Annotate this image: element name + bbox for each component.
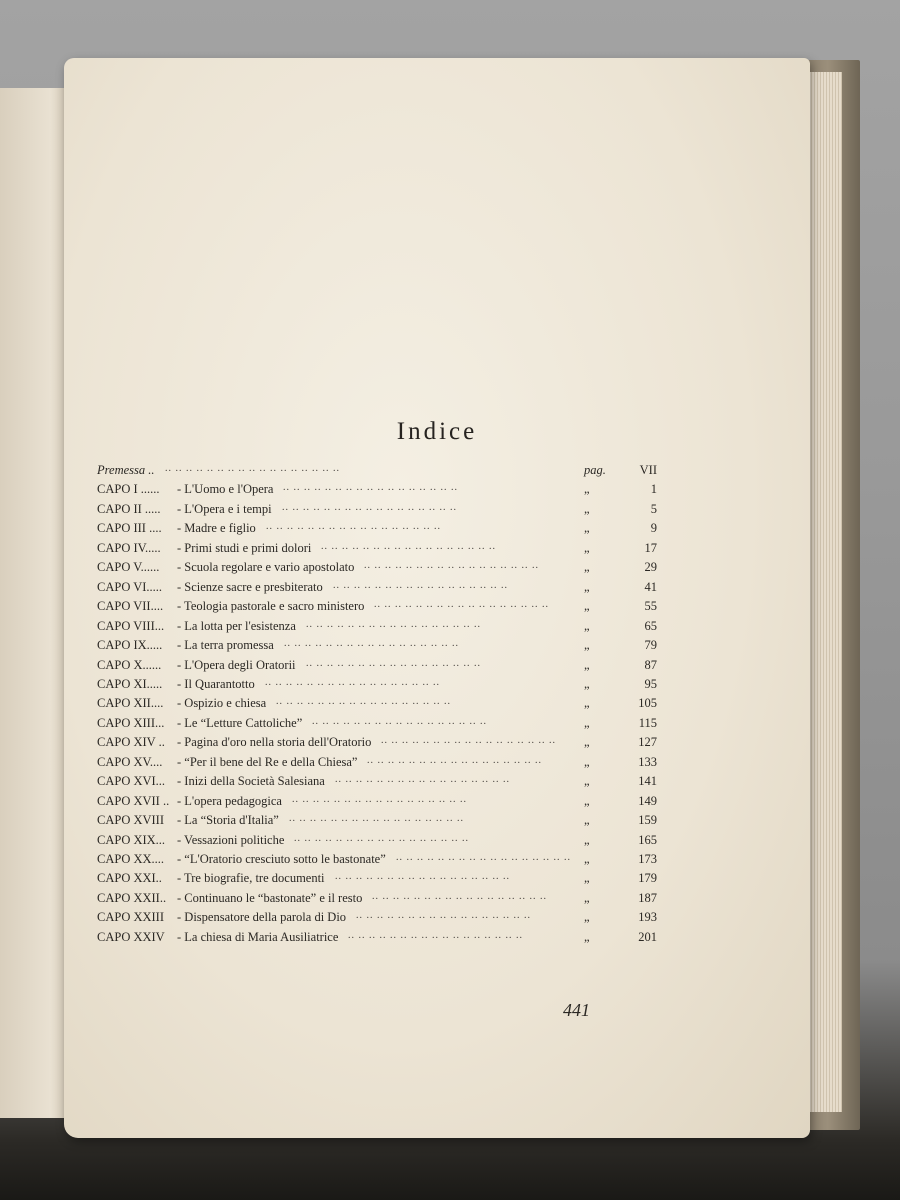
toc-title: - Tre biografie, tre documenti [177,871,325,886]
toc-title: - L'Opera degli Oratorii [177,657,296,672]
toc-chapter: CAPO XIII... [97,715,165,730]
toc-page-mark: „ [584,638,590,653]
toc-leader: .. .. .. .. .. .. .. .. .. .. .. .. .. .. .. .. .. [356,910,531,922]
toc-page-number: 55 [644,599,657,614]
toc-title: - Ospizio e chiesa [177,696,267,711]
toc-page-mark: „ [584,560,590,575]
toc-title: - La lotta per l'esistenza [177,618,296,633]
toc-page-mark: „ [584,890,590,905]
toc-page-mark: „ [584,871,590,886]
toc-entry [97,502,657,521]
toc-page-mark: „ [584,521,590,536]
toc-chapter: CAPO I ...... [97,482,160,497]
toc-title: - La terra promessa [177,638,274,653]
toc-page-mark: „ [584,696,590,711]
toc-leader: .. .. .. .. .. .. .. .. .. .. .. .. .. .. .. .. .. [333,579,508,591]
toc-page-number: 9 [650,521,657,536]
toc-leader: .. .. .. .. .. .. .. .. .. .. .. .. .. .. .. .. .. [374,599,549,611]
left-page [0,88,72,1118]
toc-page-mark: „ [584,852,590,866]
toc-leader: .. .. .. .. .. .. .. .. .. .. .. .. .. .. .. .. .. [165,463,340,474]
toc-page-mark: „ [584,774,590,789]
toc-leader: .. .. .. .. .. .. .. .. .. .. .. .. .. .. .. .. .. [364,560,539,572]
toc-leader: .. .. .. .. .. .. .. .. .. .. .. .. .. .. .. .. .. [289,813,464,825]
toc-chapter: CAPO VIII... [97,618,165,633]
toc-chapter: CAPO IX..... [97,638,163,653]
toc-page-number: 115 [638,715,657,730]
toc-chapter: CAPO XVIII [97,813,165,828]
toc-chapter: CAPO II ..... [97,501,161,516]
toc-leader: .. .. .. .. .. .. .. .. .. .. .. .. .. .. .. .. .. [306,657,481,669]
toc-title: - Vessazioni politiche [177,832,285,847]
toc-entry [97,482,657,501]
toc-page-number: 201 [638,929,657,944]
toc-entry [97,910,657,929]
toc-entry [97,580,657,599]
toc-entry [97,774,657,793]
toc-entry [97,677,657,696]
toc-entry [97,755,657,774]
toc-leader: .. .. .. .. .. .. .. .. .. .. .. .. .. .. .. .. .. [294,832,469,844]
toc-page-number: 159 [638,813,657,828]
toc-entry [97,560,657,579]
toc-page-mark: „ [584,501,590,516]
toc-entry [97,833,657,852]
toc-entry [97,891,657,910]
toc-entry [97,813,657,832]
toc-page-mark: „ [584,813,590,828]
toc-entry [97,619,657,638]
toc-page-number: 41 [644,579,657,594]
toc-page-mark: „ [584,910,590,925]
toc-entry [97,930,657,949]
toc-page-mark: „ [584,832,590,847]
toc-page-number: 127 [638,735,657,750]
toc-leader: .. .. .. .. .. .. .. .. .. .. .. .. .. .. .. .. .. [396,852,571,863]
toc-page-number: 165 [638,832,657,847]
toc-chapter: CAPO XXII.. [97,890,167,905]
toc-page-mark: „ [584,754,590,769]
toc-leader: .. .. .. .. .. .. .. .. .. .. .. .. .. .. .. .. .. [283,482,458,494]
toc-chapter: CAPO XVII .. [97,793,170,808]
toc-page-number: 187 [638,890,657,905]
toc-leader: .. .. .. .. .. .. .. .. .. .. .. .. .. .. .. .. .. [282,501,457,513]
toc-entry [97,794,657,813]
toc-leader: .. .. .. .. .. .. .. .. .. .. .. .. .. .. .. .. .. [292,793,467,805]
toc-entry [97,658,657,677]
toc-title: - Primi studi e primi dolori [177,540,312,555]
toc-page-number: 173 [638,852,657,866]
toc-page-mark: „ [584,579,590,594]
toc-title: - “Per il bene del Re e della Chiesa” [177,754,358,769]
toc-chapter: CAPO XXIII [97,910,165,925]
toc-page-number: 105 [638,696,657,711]
toc-entry [97,638,657,657]
toc-page-mark: „ [584,715,590,730]
toc-title: - Madre e figlio [177,521,256,536]
toc-page-number: 141 [638,774,657,789]
toc-page-number: 65 [644,618,657,633]
toc-leader: .. .. .. .. .. .. .. .. .. .. .. .. .. .. .. .. .. [284,638,459,650]
toc-leader: .. .. .. .. .. .. .. .. .. .. .. .. .. .. .. .. .. [312,715,487,727]
book-page [64,58,810,1138]
toc-entry [97,716,657,735]
toc-title: - Pagina d'oro nella storia dell'Oratorio [177,735,372,750]
toc-entry [97,852,657,871]
toc-title: - Il Quarantotto [177,676,255,691]
toc-page-number: 1 [650,482,657,497]
toc-title: - L'Uomo e l'Opera [177,482,274,497]
toc-leader: .. .. .. .. .. .. .. .. .. .. .. .. .. .. .. .. .. [335,871,510,883]
toc-page-number: 193 [638,910,657,925]
toc-title: - Continuano le “bastonate” e il resto [177,890,363,905]
toc-title: - Inizi della Società Salesiana [177,774,325,789]
toc-leader: .. .. .. .. .. .. .. .. .. .. .. .. .. .. .. .. .. [381,735,556,747]
toc-chapter: CAPO V...... [97,560,160,575]
page-title: Indice [396,418,478,445]
toc-entry [97,541,657,560]
toc-entry [97,871,657,890]
toc-chapter: CAPO XX.... [97,852,165,866]
toc-chapter: CAPO XIX... [97,832,166,847]
toc-page-mark: „ [584,482,590,497]
toc-page-mark: „ [584,793,590,808]
toc-chapter: Premessa .. [97,463,155,477]
toc-page-mark: „ [584,735,590,750]
toc-leader: .. .. .. .. .. .. .. .. .. .. .. .. .. .. .. .. .. [335,774,510,786]
toc-chapter: CAPO XIV .. [97,735,165,750]
toc-chapter: CAPO XV.... [97,754,163,769]
table-of-contents [64,58,810,1138]
toc-leader: .. .. .. .. .. .. .. .. .. .. .. .. .. .. .. .. .. [348,929,523,941]
toc-page-number: 79 [644,638,657,653]
toc-chapter: CAPO XXIV [97,929,165,944]
toc-leader: .. .. .. .. .. .. .. .. .. .. .. .. .. .. .. .. .. [321,540,496,552]
toc-title: - Scuola regolare e vario apostolato [177,560,355,575]
toc-title: - Teologia pastorale e sacro ministero [177,599,365,614]
toc-page-number: 5 [650,501,657,516]
toc-leader: .. .. .. .. .. .. .. .. .. .. .. .. .. .. .. .. .. [306,618,481,630]
page-number: 441 [563,1000,590,1020]
toc-chapter: CAPO III .... [97,521,162,536]
toc-chapter: CAPO XI..... [97,676,163,691]
toc-title: - L'Opera e i tempi [177,501,272,516]
toc-page-mark: „ [584,540,590,555]
toc-entry [97,521,657,540]
toc-page-number: 95 [644,676,657,691]
toc-page-number: 87 [644,657,657,672]
toc-page-number: 17 [644,540,657,555]
toc-chapter: CAPO XII.... [97,696,164,711]
toc-title: - “L'Oratorio cresciuto sotto le bastonate” [177,852,386,866]
toc-chapter: CAPO X...... [97,657,162,672]
toc-page-number: 133 [638,754,657,769]
toc-title: - La “Storia d'Italia” [177,813,279,828]
toc-page-number: 29 [644,560,657,575]
toc-leader: .. .. .. .. .. .. .. .. .. .. .. .. .. .. .. .. .. [276,696,451,708]
toc-entry [97,696,657,715]
toc-page-number: 179 [638,871,657,886]
toc-page-number: VII [639,463,657,477]
toc-page-mark: „ [584,618,590,633]
toc-title: - Dispensatore della parola di Dio [177,910,347,925]
toc-leader: .. .. .. .. .. .. .. .. .. .. .. .. .. .. .. .. .. [266,521,441,533]
toc-page-mark: „ [584,657,590,672]
toc-title: - Scienze sacre e presbiterato [177,579,323,594]
toc-page-mark: pag. [584,463,606,477]
toc-entry [97,735,657,754]
toc-page-mark: „ [584,599,590,614]
toc-entry [97,463,657,482]
toc-title: - La chiesa di Maria Ausiliatrice [177,929,339,944]
toc-title: - Le “Letture Cattoliche” [177,715,303,730]
toc-entry [97,599,657,618]
toc-leader: .. .. .. .. .. .. .. .. .. .. .. .. .. .. .. .. .. [265,676,440,688]
toc-chapter: CAPO VII.... [97,599,164,614]
toc-page-number: 149 [638,793,657,808]
toc-chapter: CAPO VI..... [97,579,163,594]
toc-page-mark: „ [584,676,590,691]
toc-leader: .. .. .. .. .. .. .. .. .. .. .. .. .. .. .. .. .. [372,890,547,902]
toc-chapter: CAPO XXI.. [97,871,162,886]
toc-leader: .. .. .. .. .. .. .. .. .. .. .. .. .. .. .. .. .. [367,754,542,766]
toc-chapter: CAPO IV..... [97,540,161,555]
toc-page-mark: „ [584,929,590,944]
toc-chapter: CAPO XVI... [97,774,166,789]
toc-title: - L'opera pedagogica [177,793,282,808]
